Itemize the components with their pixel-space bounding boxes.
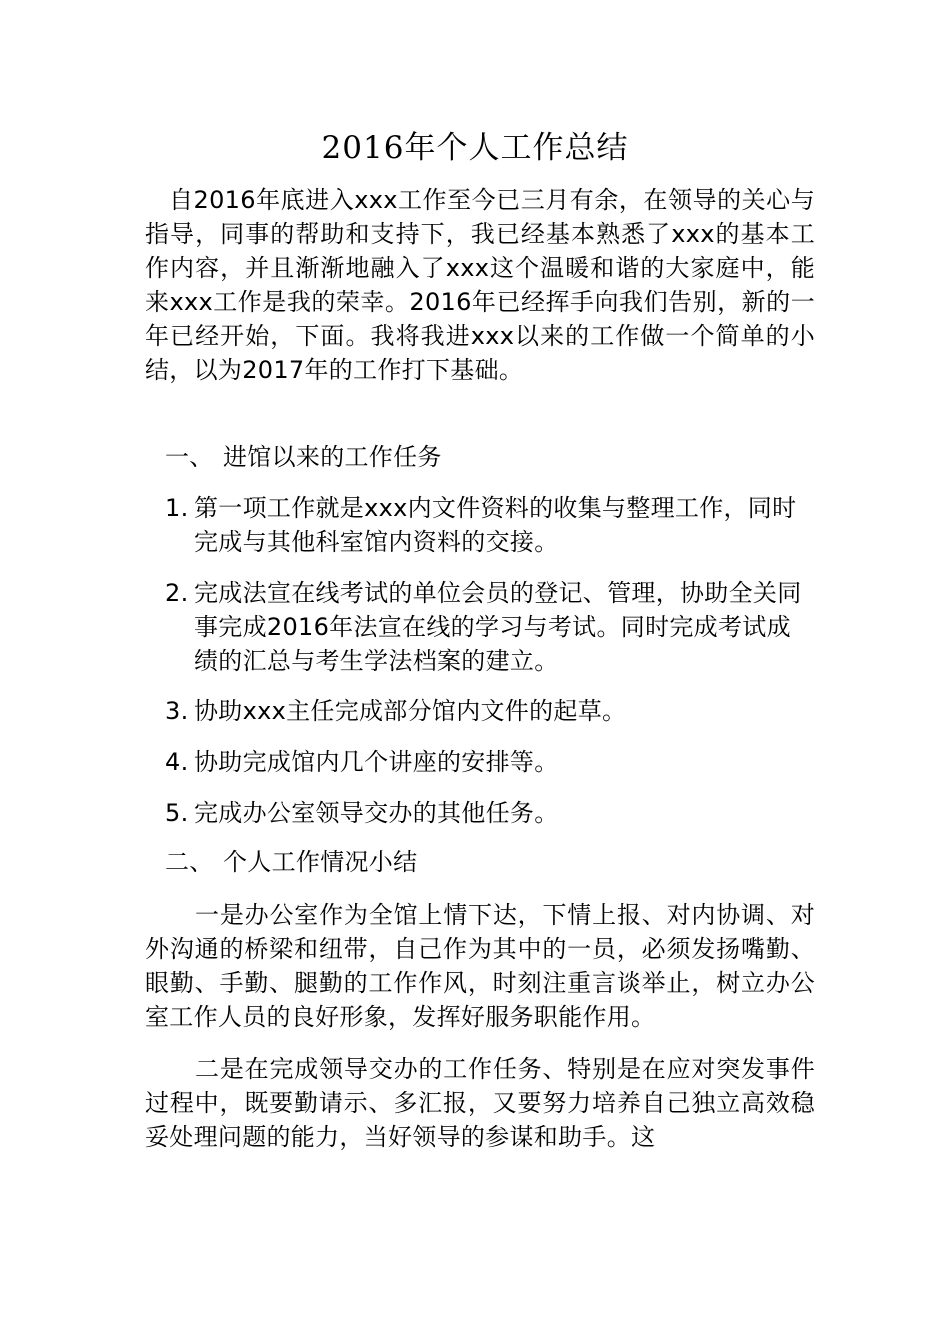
- list-item-number: 1.: [165, 494, 189, 522]
- list-item-text: 协助完成馆内几个讲座的安排等。: [194, 748, 559, 776]
- section-1-title: 进馆以来的工作任务: [223, 443, 442, 471]
- summary-paragraph-2: 二是在完成领导交办的工作任务、特别是在应对突发事件过程中，既要勤请示、多汇报，又要努力培养自己独立高效稳妥处理问题的能力，当好领导的参谋和助手。这: [145, 1055, 815, 1151]
- list-item-text: 完成法宣在线考试的单位会员的登记、管理，协助全关同事完成2016年法宣在线的学习与考试。同时完成考试成绩的汇总与考生学法档案的建立。: [194, 579, 802, 675]
- list-item-text: 第一项工作就是xxx内文件资料的收集与整理工作，同时完成与其他科室馆内资料的交接。: [194, 494, 797, 556]
- summary-paragraph-1: 一是办公室作为全馆上情下达，下情上报、对内协调、对外沟通的桥梁和纽带，自己作为其中的一员，必须发扬嘴勤、眼勤、手勤、腿勤的工作作风，时刻注重言谈举止，树立办公室工作人员的良好形象，发挥好服务职能作用。: [145, 901, 815, 1031]
- section-heading-1: [165, 440, 442, 474]
- list-item: [165, 796, 815, 830]
- intro-paragraph: 自2016年底进入xxx工作至今已三月有余，在领导的关心与指导，同事的帮助和支持下，我已经基本熟悉了xxx的基本工作内容，并且渐渐地融入了xxx这个温暖和谐的大家庭中，能来xxx工作是我的荣幸。2016年已经挥手向我们告别，新的一年已经开始，下面。我将我进xxx以来的工作做一个简单的小结，以为2017年的工作打下基础。: [145, 186, 815, 384]
- list-item-number: 3.: [165, 697, 189, 725]
- list-item-number: 2.: [165, 579, 189, 607]
- list-item-text: 完成办公室领导交办的其他任务。: [194, 799, 559, 827]
- section-1-number: 一、: [165, 443, 214, 471]
- list-item: [165, 576, 815, 678]
- list-item-number: 4.: [165, 748, 189, 776]
- section-heading-2: [165, 845, 417, 879]
- list-item-text: 协助xxx主任完成部分馆内文件的起草。: [194, 697, 627, 725]
- list-item: [165, 491, 815, 559]
- section-2-number: 二、: [165, 848, 214, 876]
- document-title: 2016年个人工作总结: [321, 130, 629, 166]
- section-2-title: 个人工作情况小结: [223, 848, 418, 876]
- list-item: [165, 694, 815, 728]
- list-item: [165, 745, 815, 779]
- list-item-number: 5.: [165, 799, 189, 827]
